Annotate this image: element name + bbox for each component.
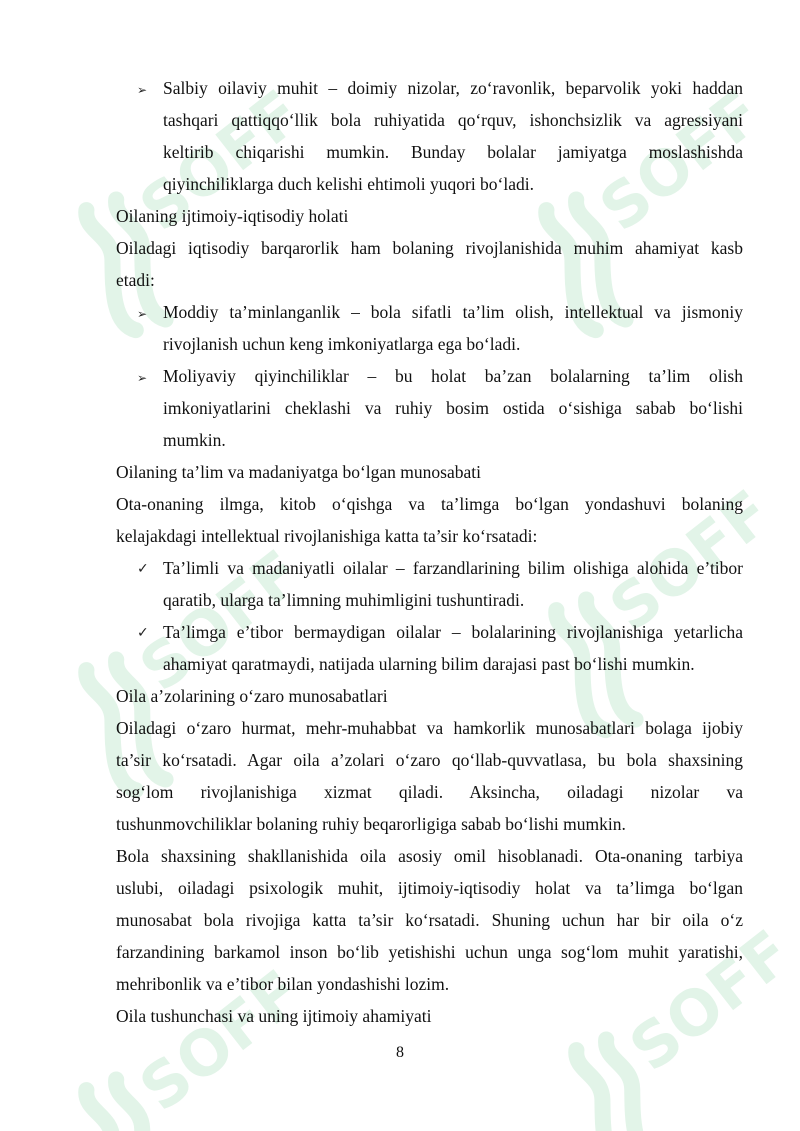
bullet-text-line: rivojlanish uchun keng imkoniyatlarga ega bo‘ladi. — [163, 334, 521, 354]
paragraph-line: uslubi, oiladagi psixologik muhit, ijtimoiy-iqtisodiy holat va ta’limga bo‘lgan — [116, 878, 743, 898]
paragraph-line: etadi: — [116, 270, 155, 290]
checkmark-bullet-icon: ✓ — [137, 561, 149, 577]
paragraph-line: ta’sir ko‘rsatadi. Agar oila a’zolari o‘zaro qo‘llab-quvvatlasa, bu bola shaxsining — [116, 750, 743, 770]
section-heading: Oilaning ta’lim va madaniyatga bo‘lgan munosabati — [116, 462, 481, 482]
paragraph-line: kelajakdagi intellektual rivojlanishiga katta ta’sir ko‘rsatadi: — [116, 526, 538, 546]
section-heading: Oila a’zolarining o‘zaro munosabatlari — [116, 686, 388, 706]
arrow-bullet-icon: ➢ — [137, 371, 148, 385]
section-heading: Oila tushunchasi va uning ijtimoiy ahamiyati — [116, 1006, 432, 1026]
page-number: 8 — [396, 1044, 404, 1061]
bullet-text-line: Ta’limli va madaniyatli oilalar – farzandlarining bilim olishiga alohida e’tibor — [163, 558, 743, 578]
paragraph-line: tushunmovchiliklar bolaning ruhiy beqarorligiga sabab bo‘lishi mumkin. — [116, 814, 626, 834]
bullet-text-line: qaratib, ularga ta’limning muhimligini tushuntiradi. — [163, 590, 525, 610]
bullet-text-line: mumkin. — [163, 430, 226, 450]
watermark-logo: SOFF — [0, 0, 800, 1131]
arrow-bullet-icon: ➢ — [137, 307, 148, 321]
bullet-text-line: ahamiyat qaratmaydi, natijada ularning bilim darajasi past bo‘lishi mumkin. — [163, 654, 695, 674]
paragraph-line: munosabat bola rivojiga katta ta’sir ko‘rsatadi. Shuning uchun har bir oila o‘z — [116, 910, 743, 930]
paragraph-line: Oiladagi iqtisodiy barqarorlik ham bolaning rivojlanishida muhim ahamiyat kasb — [116, 238, 743, 258]
arrow-bullet-icon: ➢ — [137, 83, 148, 97]
bullet-text-line: keltirib chiqarishi mumkin. Bunday bolalar jamiyatga moslashishda — [163, 142, 743, 162]
paragraph-line: farzandining barkamol inson bo‘lib yetishishi uchun unga sog‘lom muhit yaratishi, — [116, 942, 743, 962]
bullet-text-line: Ta’limga e’tibor bermaydigan oilalar – bolalarining rivojlanishiga yetarlicha — [163, 622, 743, 642]
paragraph-line: Oiladagi o‘zaro hurmat, mehr-muhabbat va hamkorlik munosabatlari bolaga ijobiy — [116, 718, 743, 738]
section-heading: Oilaning ijtimoiy-iqtisodiy holati — [116, 206, 349, 226]
bullet-text-line: Moliyaviy qiyinchiliklar – bu holat ba’zan bolalarning ta’lim olish — [163, 366, 743, 386]
bullet-text-line: tashqari qattiqqo‘llik bola ruhiyatida qo‘rquv, ishonchsizlik va agressiyani — [163, 110, 743, 130]
bullet-text-line: Moddiy ta’minlanganlik – bola sifatli ta’lim olish, intellektual va jismoniy — [163, 302, 743, 322]
paragraph-line: Bola shaxsining shakllanishida oila asosiy omil hisoblanadi. Ota-onaning tarbiya — [116, 846, 743, 866]
bullet-text-line: imkoniyatlarini cheklashi va ruhiy bosim ostida o‘sishiga sabab bo‘lishi — [163, 398, 743, 418]
paragraph-line: mehribonlik va e’tibor bilan yondashishi lozim. — [116, 974, 450, 994]
paragraph-line: sog‘lom rivojlanishiga xizmat qiladi. Aksincha, oiladagi nizolar va — [116, 782, 743, 802]
bullet-text-line: Salbiy oilaviy muhit – doimiy nizolar, zo‘ravonlik, beparvolik yoki haddan — [163, 78, 743, 98]
paragraph-line: Ota-onaning ilmga, kitob o‘qishga va ta’limga bo‘lgan yondashuvi bolaning — [116, 494, 743, 514]
checkmark-bullet-icon: ✓ — [137, 625, 149, 641]
bullet-text-line: qiyinchiliklarga duch kelishi ehtimoli yuqori bo‘ladi. — [163, 174, 535, 194]
